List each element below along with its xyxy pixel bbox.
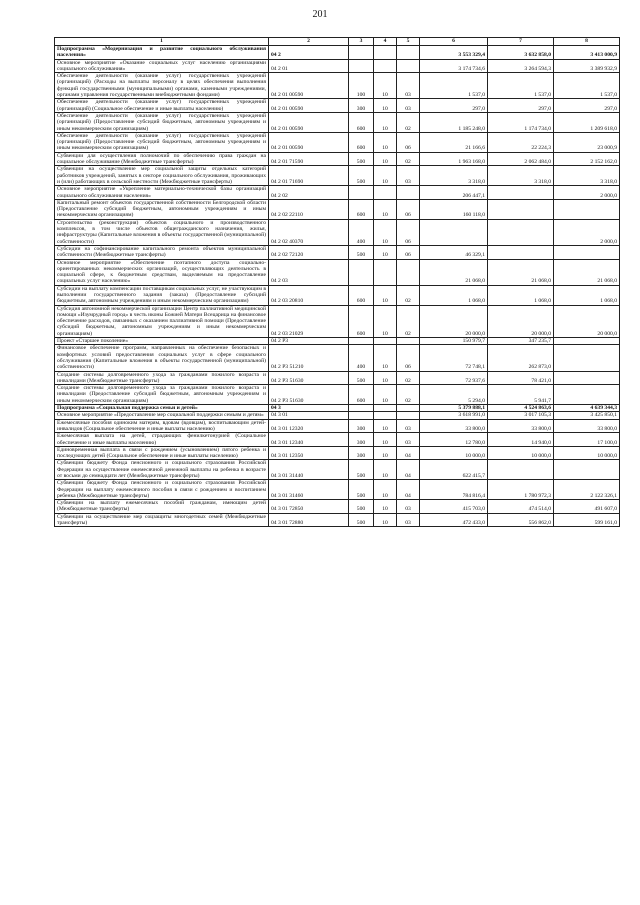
row-subsection: 06: [397, 199, 420, 219]
row-expense-type: 400: [349, 219, 374, 245]
table-row: [55, 338, 620, 345]
row-subsection: 03: [397, 73, 420, 99]
row-description: Создание системы долговременного ухода за гражданами пожилого возраста и инвалидами (Межбюджетные трансферты): [55, 371, 269, 385]
table-header-row: [55, 38, 620, 46]
row-amount-year-2: 262 873,0: [488, 345, 554, 371]
row-code: 04 2 02 40370: [269, 219, 349, 245]
row-section: [374, 59, 397, 73]
row-section: 10: [374, 433, 397, 447]
row-amount-year-1: 1 963 168,0: [420, 152, 488, 166]
row-amount-year-1: 297,0: [420, 99, 488, 113]
row-amount-year-2: 1 537,0: [488, 73, 554, 99]
row-expense-type: [349, 412, 374, 419]
row-amount-year-3: 2 000,0: [554, 186, 620, 200]
row-amount-year-3: 33 800,0: [554, 419, 620, 433]
row-section: [374, 259, 397, 285]
row-section: 10: [374, 99, 397, 113]
row-code: 04 3 01: [269, 412, 349, 419]
table-row: [55, 73, 620, 99]
row-description: Субсидия автономной некоммерческой организации Центр паллиативной медицинской помощи «Изумрудный город» в честь иконы Божией Матери Всецарица на финансовое обеспечение расходов, связанных с оказанием паллиативной помощи (Предоставление субсидий бюджетным, автономным учреждениям и иным некоммерческим организациям): [55, 305, 269, 337]
row-amount-year-1: 72 748,1: [420, 345, 488, 371]
table-row: [55, 405, 620, 412]
table-row: [55, 259, 620, 285]
row-amount-year-3: 4 639 344,3: [554, 405, 620, 412]
row-amount-year-1: 415 703,0: [420, 500, 488, 514]
table-row: [55, 419, 620, 433]
table-row: [55, 460, 620, 480]
row-amount-year-1: 160 118,0: [420, 199, 488, 219]
row-amount-year-3: 1 068,0: [554, 285, 620, 305]
row-subsection: [397, 259, 420, 285]
table-row: [55, 112, 620, 132]
row-amount-year-1: 10 000,0: [420, 446, 488, 460]
row-subsection: 03: [397, 433, 420, 447]
row-section: 10: [374, 480, 397, 500]
table-row: [55, 285, 620, 305]
row-description: Строительство (реконструкция) объектов социального и производственного комплексов, в том числе объектов общегражданского назначения, жилья, инфраструктуры (Капитальные вложения в объекты государственной (муниципальной) собственности): [55, 219, 269, 245]
row-subsection: 06: [397, 132, 420, 152]
row-amount-year-3: 491 607,0: [554, 500, 620, 514]
table-row: [55, 132, 620, 152]
row-amount-year-2: [488, 245, 554, 259]
row-expense-type: 500: [349, 513, 374, 527]
row-amount-year-2: 1 174 734,0: [488, 112, 554, 132]
row-code: 04 3 01 72880: [269, 513, 349, 527]
row-amount-year-1: 21 068,0: [420, 259, 488, 285]
row-subsection: 02: [397, 385, 420, 405]
row-amount-year-1: 1 185 248,0: [420, 112, 488, 132]
row-description: Обеспечение деятельности (оказание услуг) государственных учреждений (организаций) (Социальное обеспечение и иные выплаты населению): [55, 99, 269, 113]
row-expense-type: 500: [349, 245, 374, 259]
row-code: 04 2 03 21029: [269, 305, 349, 337]
row-amount-year-1: 472 433,0: [420, 513, 488, 527]
row-description: Субвенции на осуществление мер социальной защиты отдельных категорий работников учреждений, занятых в секторе социального обслуживания, проживающих и (или) работающих в сельской местности (Межбюджетные трансферты): [55, 166, 269, 186]
table-row: [55, 245, 620, 259]
row-amount-year-3: 23 000,9: [554, 132, 620, 152]
row-description: Обеспечение деятельности (оказание услуг) государственных учреждений (организаций) (Предоставление субсидий бюджетным, автономным учреждениям и иным некоммерческим организациям): [55, 112, 269, 132]
row-amount-year-2: [488, 219, 554, 245]
table-row: [55, 219, 620, 245]
row-expense-type: [349, 46, 374, 60]
row-section: 10: [374, 132, 397, 152]
row-description: Основное мероприятие «Обеспечение поэтапного доступа социально-ориентированных некоммерческих организаций, осуществляющих деятельность в социальной сфере, к бюджетным средствам, выделяемым на предоставление социальных услуг населению»: [55, 259, 269, 285]
row-description: Ежемесячные пособия одиноким матерям, вдовам (вдовцам), воспитывающим детей-инвалидов (Социальное обеспечение и иные выплаты населению): [55, 419, 269, 433]
table-row: [55, 480, 620, 500]
row-amount-year-2: 14 940,0: [488, 433, 554, 447]
row-amount-year-1: 46 329,1: [420, 245, 488, 259]
row-description: Субвенции бюджету Фонда пенсионного и социального страхования Российской Федерации на выплату ежемесячного пособия в связи с рождением и воспитанием ребенка (Межбюджетные трансферты): [55, 480, 269, 500]
row-amount-year-3: 3 318,0: [554, 166, 620, 186]
row-amount-year-1: 3 174 734,6: [420, 59, 488, 73]
row-description: Проект «Старшее поколение»: [55, 338, 269, 345]
row-amount-year-2: 3 017 105,3: [488, 412, 554, 419]
row-amount-year-3: 2 152 162,0: [554, 152, 620, 166]
row-expense-type: [349, 259, 374, 285]
row-amount-year-2: 347 235,7: [488, 338, 554, 345]
row-expense-type: 600: [349, 305, 374, 337]
row-code: 04 3 01 31460: [269, 480, 349, 500]
row-section: 10: [374, 199, 397, 219]
page-number: 201: [312, 9, 328, 20]
row-amount-year-2: 2 062 484,0: [488, 152, 554, 166]
row-amount-year-2: 474 514,0: [488, 500, 554, 514]
row-expense-type: [349, 186, 374, 200]
row-amount-year-1: 5 379 888,1: [420, 405, 488, 412]
row-code: 04 3 01 12340: [269, 433, 349, 447]
row-code: 04 3 01 31440: [269, 460, 349, 480]
row-amount-year-2: 3 264 594,3: [488, 59, 554, 73]
row-amount-year-1: 12 780,0: [420, 433, 488, 447]
row-description: Обеспечение деятельности (оказание услуг) государственных учреждений (организаций) (Предоставление субсидий бюджетным, автономным учреждениям и иным некоммерческим организациям): [55, 132, 269, 152]
row-subsection: 02: [397, 152, 420, 166]
row-section: 10: [374, 446, 397, 460]
row-subsection: 02: [397, 112, 420, 132]
row-code: 04 2 03: [269, 259, 349, 285]
column-header: 7: [488, 38, 554, 46]
row-expense-type: 100: [349, 73, 374, 99]
row-description: Подпрограмма «Модернизация и развитие социального обслуживания населения»: [55, 46, 269, 60]
row-section: 10: [374, 219, 397, 245]
row-description: Финансовое обеспечение программ, направленных на обеспечение безопасных и комфортных условий предоставления социальных услуг в сфере социального обслуживания (Капитальные вложения в объекты государственной (муниципальной) собственности): [55, 345, 269, 371]
row-code: 04 3: [269, 405, 349, 412]
row-amount-year-3: 20 000,0: [554, 305, 620, 337]
column-header: 5: [397, 38, 420, 46]
row-amount-year-3: 21 068,0: [554, 259, 620, 285]
row-subsection: 04: [397, 480, 420, 500]
row-subsection: 04: [397, 446, 420, 460]
row-code: 04 2 Р3 51630: [269, 385, 349, 405]
row-subsection: 03: [397, 419, 420, 433]
column-header: 3: [349, 38, 374, 46]
row-description: Субвенции бюджету Фонда пенсионного и социального страхования Российской Федерации на осуществление ежемесячной денежной выплаты на ребенка в возрасте от восьми до семнадцати лет (Межбюджетные трансферты): [55, 460, 269, 480]
row-expense-type: 500: [349, 500, 374, 514]
row-subsection: [397, 46, 420, 60]
table-row: [55, 433, 620, 447]
row-amount-year-1: 206 447,1: [420, 186, 488, 200]
table-row: [55, 446, 620, 460]
row-description: Основное мероприятие «Предоставление мер социальной поддержки семьям и детям»: [55, 412, 269, 419]
row-section: 10: [374, 419, 397, 433]
row-section: [374, 186, 397, 200]
table-row: [55, 385, 620, 405]
table-row: [55, 305, 620, 337]
row-expense-type: [349, 338, 374, 345]
row-description: Субвенции на осуществление мер соцзащиты многодетных семей (Межбюджетные трансферты): [55, 513, 269, 527]
row-amount-year-3: 599 161,0: [554, 513, 620, 527]
row-description: Субсидии на выплату компенсации поставщикам социальных услуг, не участвующим в выполнении государственного задания (заказа) (Предоставление субсидий бюджетным, автономным учреждениям и иным некоммерческим организациям): [55, 285, 269, 305]
row-section: [374, 412, 397, 419]
row-description: Субвенции на выплату ежемесячных пособий гражданам, имеющим детей (Межбюджетные трансферты): [55, 500, 269, 514]
row-code: 04 3 01 12350: [269, 446, 349, 460]
row-amount-year-3: [554, 338, 620, 345]
row-section: [374, 405, 397, 412]
row-amount-year-1: 3 553 329,4: [420, 46, 488, 60]
row-description: Единовременная выплата в связи с рождением (усыновлением) пятого ребенка и последующих детей (Социальное обеспечение и иные выплаты населению): [55, 446, 269, 460]
row-section: 10: [374, 305, 397, 337]
row-code: 04 2 Р3 51210: [269, 345, 349, 371]
row-code: 04 2 01 00590: [269, 132, 349, 152]
row-amount-year-1: 3 318,0: [420, 166, 488, 186]
row-amount-year-2: 1 068,0: [488, 285, 554, 305]
row-code: 04 3 01 72850: [269, 500, 349, 514]
row-amount-year-3: [554, 460, 620, 480]
column-header: 6: [420, 38, 488, 46]
column-header: 4: [374, 38, 397, 46]
row-description: Субвенции для осуществления полномочий по обеспечению права граждан на социальное обслуживание (Межбюджетные трансферты): [55, 152, 269, 166]
table-row: [55, 46, 620, 60]
row-subsection: 03: [397, 99, 420, 113]
row-amount-year-3: 1 209 618,0: [554, 112, 620, 132]
row-subsection: [397, 338, 420, 345]
row-expense-type: 400: [349, 345, 374, 371]
row-section: 10: [374, 371, 397, 385]
row-amount-year-3: 1 537,0: [554, 73, 620, 99]
row-amount-year-1: 1 068,0: [420, 285, 488, 305]
table-row: [55, 412, 620, 419]
row-description: Субсидии на софинансирование капитального ремонта объектов муниципальной собственности (Межбюджетные трансферты): [55, 245, 269, 259]
row-expense-type: 300: [349, 446, 374, 460]
row-amount-year-1: 21 166,6: [420, 132, 488, 152]
row-subsection: 02: [397, 285, 420, 305]
row-expense-type: [349, 59, 374, 73]
row-expense-type: 300: [349, 99, 374, 113]
row-subsection: [397, 412, 420, 419]
row-description: Основное мероприятие «Оказание социальных услуг населению организациями социального обслуживания»: [55, 59, 269, 73]
row-section: [374, 46, 397, 60]
row-expense-type: 600: [349, 112, 374, 132]
row-amount-year-3: 297,0: [554, 99, 620, 113]
row-amount-year-1: 3 618 991,0: [420, 412, 488, 419]
row-section: 10: [374, 285, 397, 305]
row-amount-year-3: [554, 345, 620, 371]
row-code: 04 2 01 00590: [269, 73, 349, 99]
row-amount-year-2: 20 000,0: [488, 305, 554, 337]
row-section: 10: [374, 513, 397, 527]
row-subsection: 02: [397, 371, 420, 385]
row-amount-year-3: [554, 371, 620, 385]
row-subsection: 03: [397, 513, 420, 527]
row-amount-year-3: 2 000,0: [554, 219, 620, 245]
row-section: 10: [374, 73, 397, 99]
row-code: 04 2 02 72120: [269, 245, 349, 259]
row-section: 10: [374, 112, 397, 132]
row-amount-year-1: 784 816,4: [420, 480, 488, 500]
row-code: 04 2 01 00590: [269, 112, 349, 132]
row-description: Ежемесячная выплата на детей, страдающих фенилкетонурией (Социальное обеспечение и иные выплаты населению): [55, 433, 269, 447]
table-row: [55, 371, 620, 385]
row-amount-year-2: 5 941,7: [488, 385, 554, 405]
table-row: [55, 152, 620, 166]
row-subsection: 06: [397, 219, 420, 245]
row-amount-year-3: [554, 199, 620, 219]
row-code: 04 2 01: [269, 59, 349, 73]
row-amount-year-3: 17 100,0: [554, 433, 620, 447]
row-expense-type: 600: [349, 385, 374, 405]
row-description: Подпрограмма «Социальная поддержка семьи и детей»: [55, 405, 269, 412]
row-amount-year-1: 20 000,0: [420, 305, 488, 337]
row-amount-year-2: 21 068,0: [488, 259, 554, 285]
row-amount-year-1: 150 979,7: [420, 338, 488, 345]
row-subsection: 02: [397, 305, 420, 337]
row-code: 04 2 01 71590: [269, 152, 349, 166]
row-amount-year-1: 5 294,0: [420, 385, 488, 405]
table-row: [55, 186, 620, 200]
row-expense-type: 600: [349, 132, 374, 152]
table-row: [55, 199, 620, 219]
column-header: 8: [554, 38, 620, 46]
row-amount-year-1: 622 415,7: [420, 460, 488, 480]
row-amount-year-2: 556 862,0: [488, 513, 554, 527]
table-row: [55, 99, 620, 113]
row-amount-year-1: 1 537,0: [420, 73, 488, 99]
row-description: Создание системы долговременного ухода за гражданами пожилого возраста и инвалидами (Предоставление субсидий бюджетным, автономным учреждениям и иным некоммерческим организациям): [55, 385, 269, 405]
row-amount-year-1: [420, 219, 488, 245]
row-amount-year-3: [554, 385, 620, 405]
row-amount-year-3: 10 000,0: [554, 446, 620, 460]
row-amount-year-3: [554, 245, 620, 259]
budget-table: [54, 37, 620, 527]
row-subsection: 04: [397, 460, 420, 480]
row-expense-type: 500: [349, 166, 374, 186]
row-section: 10: [374, 460, 397, 480]
row-section: 10: [374, 385, 397, 405]
table-row: [55, 59, 620, 73]
row-code: 04 3 01 12320: [269, 419, 349, 433]
row-amount-year-2: 33 800,0: [488, 419, 554, 433]
table-row: [55, 500, 620, 514]
row-amount-year-1: 33 800,0: [420, 419, 488, 433]
row-description: Капитальный ремонт объектов государственной собственности Белгородской области (Предоставление субсидий бюджетным, автономным учреждениям и иным некоммерческим организациям): [55, 199, 269, 219]
row-section: 10: [374, 152, 397, 166]
table-row: [55, 513, 620, 527]
row-expense-type: [349, 405, 374, 412]
row-expense-type: 600: [349, 199, 374, 219]
row-section: 10: [374, 345, 397, 371]
row-expense-type: 500: [349, 371, 374, 385]
row-amount-year-2: 22 224,3: [488, 132, 554, 152]
row-amount-year-2: [488, 460, 554, 480]
column-header: 1: [55, 38, 269, 46]
row-amount-year-2: 3 632 858,0: [488, 46, 554, 60]
row-amount-year-3: 3 389 932,9: [554, 59, 620, 73]
row-amount-year-2: 4 524 863,6: [488, 405, 554, 412]
row-amount-year-3: 3 425 850,1: [554, 412, 620, 419]
table-row: [55, 166, 620, 186]
row-expense-type: 600: [349, 285, 374, 305]
table-row: [55, 345, 620, 371]
row-code: 04 2 01 00590: [269, 99, 349, 113]
row-code: 04 2 Р3 51630: [269, 371, 349, 385]
row-amount-year-2: 10 000,0: [488, 446, 554, 460]
row-code: 04 2 Р3: [269, 338, 349, 345]
row-amount-year-3: 3 413 000,9: [554, 46, 620, 60]
row-amount-year-2: 1 780 972,3: [488, 480, 554, 500]
row-subsection: [397, 186, 420, 200]
row-amount-year-2: 297,0: [488, 99, 554, 113]
row-code: 04 2 02: [269, 186, 349, 200]
row-code: 04 2 03 20810: [269, 285, 349, 305]
row-section: 10: [374, 500, 397, 514]
row-amount-year-2: [488, 199, 554, 219]
row-expense-type: 500: [349, 480, 374, 500]
row-description: Основное мероприятие «Укрепление материально-технической базы организаций социального обслуживания населения»: [55, 186, 269, 200]
row-code: 04 2 01 71690: [269, 166, 349, 186]
row-subsection: [397, 405, 420, 412]
row-amount-year-2: [488, 186, 554, 200]
row-subsection: 06: [397, 245, 420, 259]
row-amount-year-1: 72 937,6: [420, 371, 488, 385]
row-section: 10: [374, 245, 397, 259]
row-expense-type: 300: [349, 419, 374, 433]
row-amount-year-2: 3 318,0: [488, 166, 554, 186]
column-header: 2: [269, 38, 349, 46]
row-description: Обеспечение деятельности (оказание услуг) государственных учреждений (организаций) (Расходы на выплаты персоналу в целях обеспечения выполнения функций государственными (муниципальными) органами, казенными учреждениями, органами управления государственными внебюджетными фондами): [55, 73, 269, 99]
row-code: 04 2: [269, 46, 349, 60]
row-section: 10: [374, 166, 397, 186]
row-subsection: [397, 59, 420, 73]
row-expense-type: 500: [349, 152, 374, 166]
row-section: [374, 338, 397, 345]
row-expense-type: 300: [349, 433, 374, 447]
row-expense-type: 500: [349, 460, 374, 480]
row-amount-year-3: 2 122 326,1: [554, 480, 620, 500]
row-subsection: 06: [397, 345, 420, 371]
row-subsection: 03: [397, 166, 420, 186]
row-code: 04 2 02 22110: [269, 199, 349, 219]
row-subsection: 03: [397, 500, 420, 514]
row-amount-year-2: 78 421,0: [488, 371, 554, 385]
